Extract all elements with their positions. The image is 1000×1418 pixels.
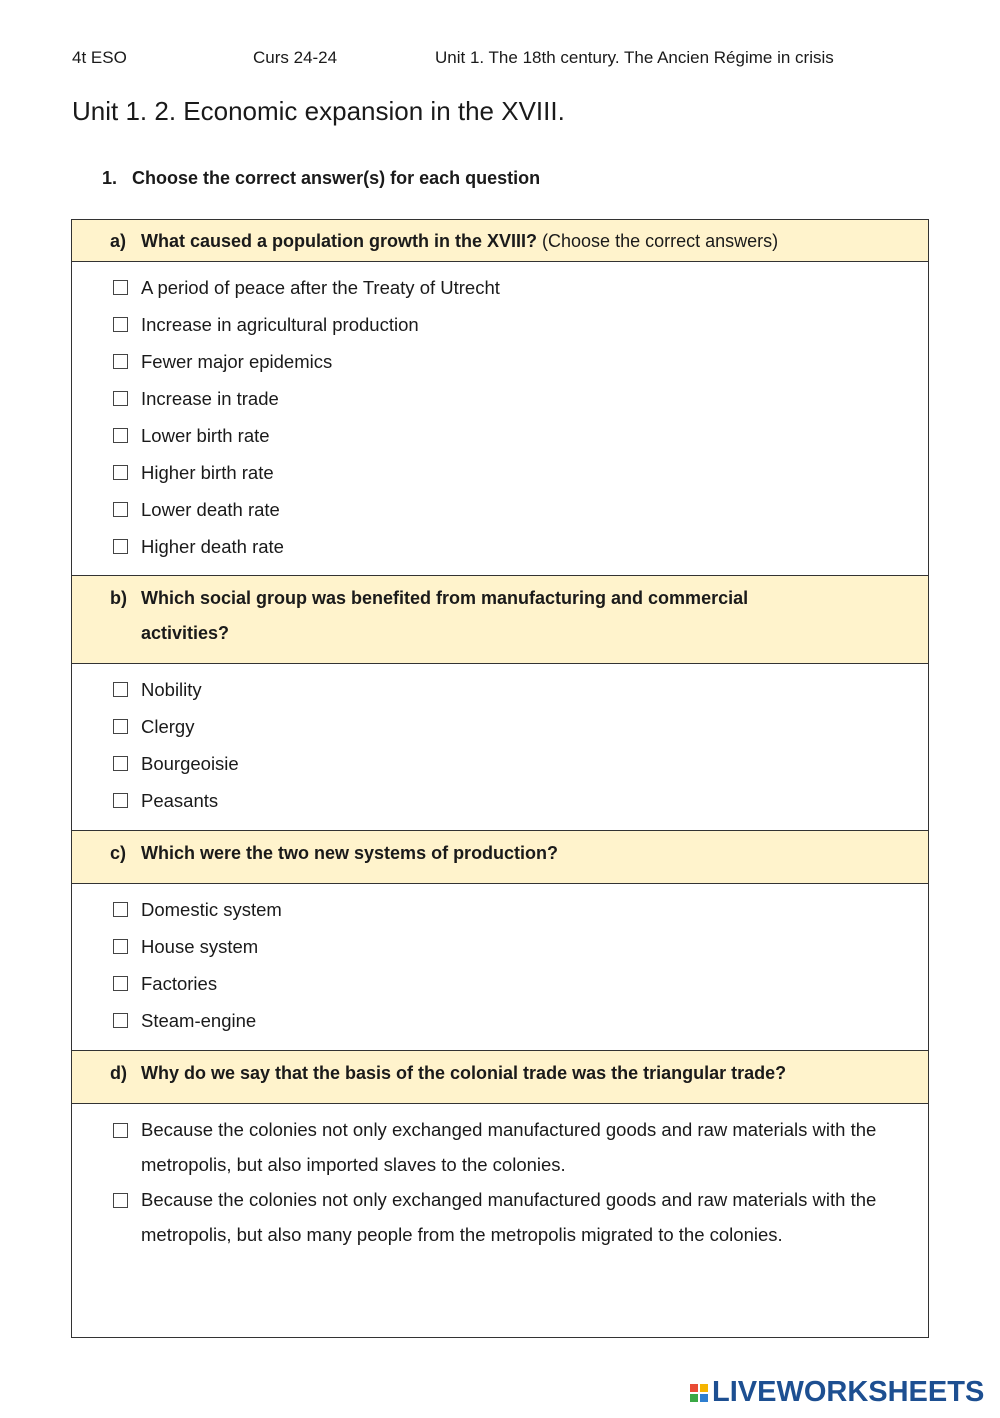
answer-option[interactable]: Higher birth rate [72, 454, 928, 491]
answer-option[interactable]: Increase in agricultural production [72, 306, 928, 343]
answer-option[interactable]: Peasants [72, 782, 928, 819]
checkbox[interactable] [113, 1123, 128, 1138]
answer-option[interactable]: Domestic system [72, 891, 928, 928]
question-d-options [72, 1104, 928, 1252]
checkbox[interactable] [113, 428, 128, 443]
checkbox[interactable] [113, 317, 128, 332]
checkbox[interactable] [113, 793, 128, 808]
question-a-options [72, 262, 928, 576]
question-c-options [72, 884, 928, 1051]
checkbox[interactable] [113, 1013, 128, 1028]
question-text: Why do we say that the basis of the colonial trade was the triangular trade? [141, 1063, 787, 1083]
liveworksheets-logo [690, 1376, 984, 1409]
answer-option[interactable]: Increase in trade [72, 380, 928, 417]
answer-option[interactable]: Lower birth rate [72, 417, 928, 454]
page-title: Unit 1. 2. Economic expansion in the XVIII. [72, 96, 565, 126]
question-a-header [72, 220, 928, 262]
checkbox[interactable] [113, 502, 128, 517]
question-box [71, 219, 929, 1338]
question-b-options [72, 664, 928, 831]
checkbox[interactable] [113, 719, 128, 734]
question-text: Which social group was benefited from manufacturing and commercial activities? [141, 588, 749, 643]
answer-option[interactable]: Clergy [72, 708, 928, 745]
checkbox[interactable] [113, 976, 128, 991]
checkbox[interactable] [113, 280, 128, 295]
logo-text: LIVEWORKSHEETS [712, 1376, 985, 1408]
answer-option[interactable]: Factories [72, 965, 928, 1002]
answer-option[interactable]: Bourgeoisie [72, 745, 928, 782]
header-level: 4t ESO [72, 48, 127, 67]
header-course: Curs 24-24 [253, 48, 338, 67]
checkbox[interactable] [113, 354, 128, 369]
question-label: c) [110, 843, 127, 863]
checkbox[interactable] [113, 539, 128, 554]
answer-option[interactable]: Because the colonies not only exchanged manufactured goods and raw materials with the metropolis, but also imported slaves to the colonies. [72, 1112, 928, 1182]
checkbox[interactable] [113, 1193, 128, 1208]
question-text: What caused a population growth in the XVIII? (Choose the correct answers) [141, 231, 779, 251]
answer-option[interactable]: Fewer major epidemics [72, 343, 928, 380]
instruction-number: 1. [102, 168, 118, 188]
checkbox[interactable] [113, 756, 128, 771]
logo-grid-icon [690, 1384, 708, 1402]
answer-option[interactable]: House system [72, 928, 928, 965]
instruction [102, 168, 540, 189]
question-d-header [72, 1051, 928, 1104]
answer-option[interactable]: Because the colonies not only exchanged manufactured goods and raw materials with the metropolis, but also many people from the metropolis migrated to the colonies. [72, 1182, 928, 1252]
answer-option[interactable]: Lower death rate [72, 491, 928, 528]
answer-option[interactable]: A period of peace after the Treaty of Utrecht [72, 269, 928, 306]
answer-option[interactable]: Higher death rate [72, 528, 928, 565]
checkbox[interactable] [113, 939, 128, 954]
question-b-header [72, 576, 928, 664]
question-text: Which were the two new systems of production? [141, 843, 559, 863]
question-label: d) [110, 1063, 127, 1083]
question-note: (Choose the correct answers) [542, 231, 779, 251]
instruction-text: Choose the correct answer(s) for each question [132, 168, 541, 188]
checkbox[interactable] [113, 902, 128, 917]
answer-option[interactable]: Nobility [72, 671, 928, 708]
checkbox[interactable] [113, 391, 128, 406]
question-label: a) [110, 231, 127, 251]
checkbox[interactable] [113, 465, 128, 480]
question-c-header [72, 831, 928, 884]
answer-option[interactable]: Steam-engine [72, 1002, 928, 1039]
checkbox[interactable] [113, 682, 128, 697]
header-unit: Unit 1. The 18th century. The Ancien Régime in crisis [435, 48, 834, 67]
question-label: b) [110, 588, 127, 608]
